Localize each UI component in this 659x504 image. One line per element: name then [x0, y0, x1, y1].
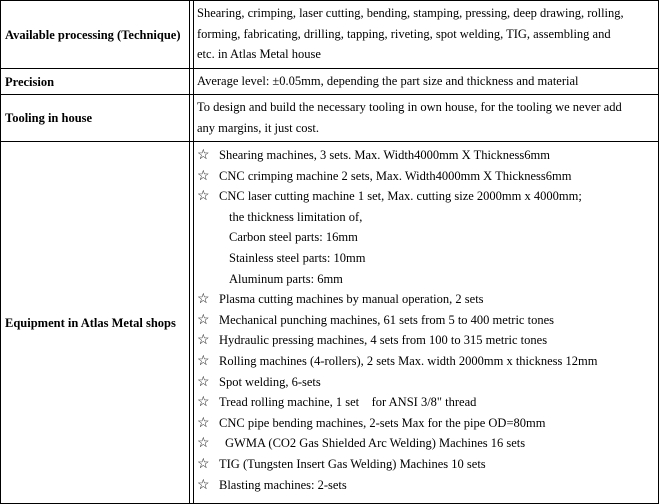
processing-line: forming, fabricating, drilling, tapping, riveting, spot welding, TIG, assembling and: [197, 26, 611, 41]
equipment-item: ☆ TIG (Tungsten Insert Gas Welding) Machines 10 sets: [197, 454, 658, 475]
equipment-item: ☆ Mechanical punching machines, 61 sets from 5 to 400 metric tones: [197, 310, 658, 331]
equipment-label: Equipment in Atlas Metal shops: [5, 315, 176, 330]
processing-line: Shearing, crimping, laser cutting, bending, stamping, pressing, deep drawing, rolling,: [197, 6, 624, 20]
equipment-item: ☆ Plasma cutting machines by manual operation, 2 sets: [197, 289, 658, 310]
star-icon: ☆: [197, 292, 210, 308]
star-icon: ☆: [197, 312, 210, 328]
row-value-precision: [193, 69, 658, 94]
star-icon: ☆: [197, 415, 210, 431]
star-icon: ☆: [197, 333, 210, 349]
table-row-precision: [1, 69, 658, 95]
star-icon: ☆: [197, 395, 210, 411]
star-icon: ☆: [197, 436, 210, 452]
tooling-label: Tooling in house: [5, 111, 93, 125]
row-value-tooling: [193, 95, 658, 141]
star-icon: ☆: [197, 456, 210, 472]
tooling-line: any margins, it just cost.: [197, 120, 319, 135]
equipment-item: ☆ Tread rolling machine, 1 set for ANSI 3/8" thread: [197, 392, 658, 413]
star-icon: ☆: [197, 374, 210, 390]
row-label-equipment: [1, 142, 190, 503]
row-label-processing: [1, 1, 190, 68]
equipment-item: ☆ Blasting machines: 2-sets: [197, 475, 658, 496]
equipment-item: ☆ CNC pipe bending machines, 2-sets Max for the pipe OD=80mm: [197, 413, 658, 434]
row-label-tooling: [1, 95, 190, 141]
row-value-equipment: [193, 142, 658, 503]
star-icon: ☆: [197, 189, 210, 205]
precision-label: Precision: [5, 74, 55, 89]
equipment-item: ☆ Shearing machines, 3 sets. Max. Width4000mm X Thickness6mm: [197, 145, 658, 166]
row-value-processing: [193, 1, 658, 68]
star-icon: ☆: [197, 477, 210, 493]
precision-text: Average level: ±0.05mm, depending the part size and thickness and material: [197, 74, 579, 88]
equipment-item: ☆ Hydraulic pressing machines, 4 sets from 100 to 315 metric tones: [197, 330, 658, 351]
table-row-tooling: [1, 95, 658, 142]
tooling-line: To design and build the necessary tooling in own house, for the tooling we never add: [197, 100, 622, 114]
table-row-equipment: [1, 142, 658, 503]
equipment-subline: Stainless steel parts: 10mm: [229, 250, 366, 265]
equipment-item: ☆ GWMA (CO2 Gas Shielded Arc Welding) Machines 16 sets: [197, 433, 658, 454]
processing-label: Available processing (Technique): [5, 27, 181, 42]
equipment-item: ☆ CNC laser cutting machine 1 set, Max. cutting size 2000mm x 4000mm;: [197, 186, 658, 207]
equipment-subline: Aluminum parts: 6mm: [229, 271, 343, 286]
star-icon: ☆: [197, 353, 210, 369]
equipment-item: ☆ Rolling machines (4-rollers), 2 sets Max. width 2000mm x thickness 12mm: [197, 351, 658, 372]
table-row-processing: [1, 1, 658, 69]
equipment-subline: Carbon steel parts: 16mm: [229, 230, 358, 245]
star-icon: ☆: [197, 148, 210, 163]
row-label-precision: [1, 69, 190, 94]
processing-line: etc. in Atlas Metal house: [197, 47, 321, 61]
equipment-item: ☆ Spot welding, 6-sets: [197, 372, 658, 393]
equipment-subline: the thickness limitation of,: [229, 209, 363, 224]
star-icon: ☆: [197, 168, 210, 184]
equipment-item: ☆ CNC crimping machine 2 sets, Max. Width4000mm X Thickness6mm: [197, 166, 658, 187]
